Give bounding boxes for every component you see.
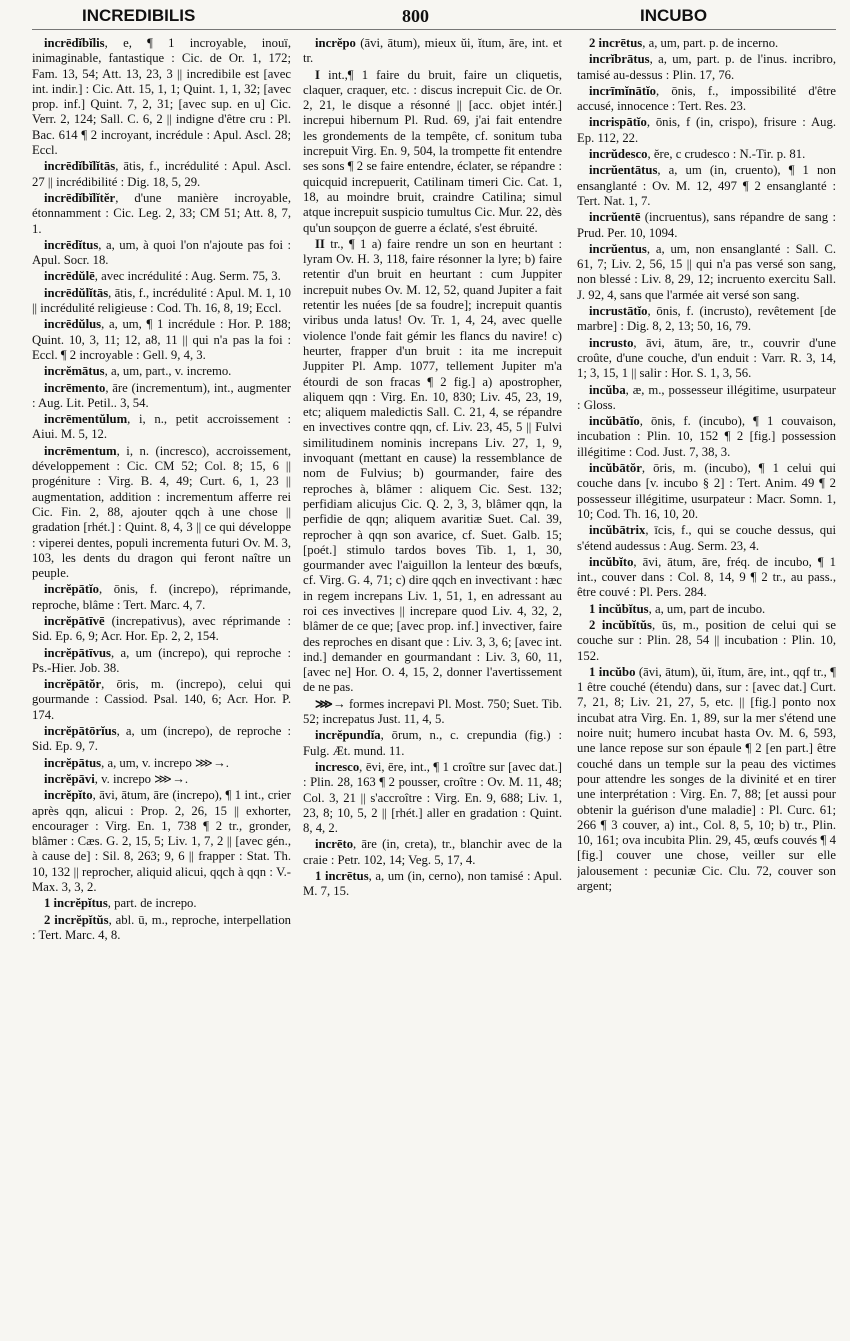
headword: incŭbātrix <box>589 523 646 538</box>
headword: incrŭdesco <box>589 147 648 162</box>
page-header <box>0 0 850 26</box>
headword: incrēmento <box>44 380 106 395</box>
dictionary-entry: ⋙→ formes increpavi Pl. Most. 750; Suet. Tib. 52; increpatus Just. 11, 4, 5. <box>303 696 562 727</box>
headword: incrĕpātōrĭus <box>44 724 117 739</box>
column-middle <box>303 36 562 1336</box>
dictionary-entry: incrēdŭlē, avec incrédulité : Aug. Serm. 75, 3. <box>44 269 281 284</box>
page-number: 800 <box>402 6 429 26</box>
dictionary-entry: incrēdĭtus, a, um, à quoi l'on n'ajoute pas foi : Apul. Socr. 18. <box>32 237 291 268</box>
dictionary-entry: incrispātĭo, ōnis, f (in, crispo), frisure : Aug. Ep. 112, 22. <box>577 115 836 145</box>
headword: 1 incŭbo <box>589 664 636 679</box>
headword: incrĕpātīvē <box>44 613 105 628</box>
headword: incrēdĭbĭlis <box>44 36 105 50</box>
headword: I <box>315 67 320 82</box>
dictionary-entry: incrēdĭbĭlĭtĕr, d'une manière incroyable, étonnamment : Cic. Leg. 2, 33; CM 51; Att. 8, 7, 1. <box>32 190 291 236</box>
dictionary-entry: incrēdĭbĭlis, e, ¶ 1 incroyable, inouï, inimaginable, fantastique : Cic. de Or. 1, 172; Fam. 13, 54; Att. 13, 23, 3 || incredibile est [avec int. indir.] : Cic. Att. 15, 1, 1; Quint. 1, 1, 32; [avec prop. inf.] Quint. 7, 2, 31; [avec sup. en u] Cic. Verr. 2, 124; Sall. C. 6, 2 || indigne d'être cru : Pl. Bac. 614 ¶ 2 incroyant, incrédule : Apul. Ascl. 28; Eccl. <box>32 36 291 158</box>
headword: 2 incrētus <box>589 36 643 50</box>
headword: ⋙→ <box>315 696 346 711</box>
dictionary-entry: incŭbātĭo, ōnis, f. (incubo), ¶ 1 couvaison, incubation : Plin. 10, 152 ¶ 2 [fig.] possession illégitime : Cod. Just. 7, 38, 3. <box>577 414 836 459</box>
headword: incŭbātŏr <box>589 461 642 476</box>
dictionary-entry: incrĕpĭto, āvi, ātum, āre (increpo), ¶ 1 int., crier après qqn, alicui : Prop. 2, 26, 15 || exhorter, encourager : Virg. En. 1, 738 ¶ 2 tr., gronder, blâmer : Cæs. G. 2, 15, 5; Liv. 1, 7, 2 || [avec gén., à cause de] : Sil. 8, 263; 9, 6 || frapper : Stat. Th. 10, 132 || reprocher, aliquid alicui, qqch à qqn : V.-Max. 3, 3, 2. <box>32 788 291 895</box>
headword: incrēdĭtus <box>44 237 99 252</box>
dictionary-entry: incrĕpātus, a, um, v. increpo ⋙→. <box>44 755 229 770</box>
dictionary-entry: incrŭentē (incruentus), sans répandre de sang : Prud. Per. 10, 1094. <box>577 210 836 240</box>
dictionary-entry: 1 incŭbĭtus, a, um, part de incubo. <box>589 601 766 616</box>
headword: 1 incrētus <box>315 869 369 884</box>
dictionary-entry: incresco, ēvi, ēre, int., ¶ 1 croître sur [avec dat.] : Plin. 28, 163 ¶ 2 pousser, croître : Ov. M. 11, 48; Col. 3, 21 || s'accroître : Virg. En. 9, 688; Liv. 1, 23, 8; 10, 5, 2 || [rhét.] aller en gradation : Quint. 8, 4, 2. <box>303 759 562 836</box>
dictionary-entry: incrĕpātĭo, ōnis, f. (increpo), réprimande, reproche, blâme : Tert. Marc. 4, 7. <box>32 582 291 612</box>
dictionary-entry: incrēdŭlĭtās, ātis, f., incrédulité : Apul. M. 1, 10 || incrédulité religieuse : Cod. Th. 16, 8, 19; Eccl. <box>32 285 291 316</box>
dictionary-entry: incrĕpātīvē (increpativus), avec réprimande : Sid. Ep. 6, 9; Acr. Hor. Ep. 2, 2, 154. <box>32 613 291 644</box>
headword: incrŭentus <box>589 241 647 256</box>
headword: 1 incŭbĭtus <box>589 601 649 616</box>
headword: incŭbĭto <box>589 554 634 569</box>
headword: incrĕpo <box>315 36 356 50</box>
headword: incrŭentē <box>589 210 641 225</box>
dictionary-entry: incrĕpo (āvi, ātum), mieux ŭi, ĭtum, āre, int. et tr. <box>303 36 562 66</box>
header-rule <box>32 29 836 30</box>
headword: incrĕpātus <box>44 755 102 770</box>
headword: incrĕpĭto <box>44 788 93 803</box>
headword: incrĕpātŏr <box>44 677 102 692</box>
dictionary-entry: incrĕpundĭa, ōrum, n., c. crepundia (fig.) : Fulg. Æt. mund. 11. <box>303 728 562 758</box>
headword: incrīmĭnātĭo <box>589 83 656 98</box>
headword: incresco <box>315 759 360 774</box>
dictionary-entry: 1 incrētus, a, um (in, cerno), non tamisé : Apul. M. 7, 15. <box>303 869 562 899</box>
dictionary-entry: incrēmentum, i, n. (incresco), accroissement, développement : Cic. CM 52; Col. 8; 15, 6 || progéniture : Virg. B. 4, 49; Curt. 6, 1, 23 || augmentation, addition : incrementum afferre rei Cic. Fin. 2, 88, ajouter qqch à une chose || gradation [rhét.] : Quint. 8, 4, 3 || ce qui développe : viperei dentes, populi incrementa futuri Ov. M. 3, 103, les dents du dragon qui feront naître un peuple. <box>32 443 291 581</box>
headword: incrĭbrātus <box>589 52 650 67</box>
dictionary-entry: incrēdŭlus, a, um, ¶ 1 incrédule : Hor. P. 188; Quint. 10, 3, 11; 12, a8, 11 || qui n'a pas la foi : Eccl. ¶ 2 incroyable : Gell. 9, 4, 3. <box>32 317 291 362</box>
column-left <box>32 36 291 1336</box>
dictionary-entry: 2 incrētus, a, um, part. p. de incerno. <box>589 36 779 50</box>
dictionary-entry: I int.,¶ 1 faire du bruit, faire un cliquetis, claquer, craquer, etc. : discus increpuit Cic. de Or. 2, 21, le disque a résonné || [acc. objet intér.] increpui hibernum Pl. Rud. 69, j'ai fait entendre les grondements de la tempête, cf. sonitum tuba increpuit Virg. En. 9, 504, la trompette fit entendre ses sons ¶ 2 se faire entendre, éclater, se répandre : quicquid increpuerit, Catilinam timeri Cic. Cat. 1, 18, au moindre bruit, craindre Catilina; simul atque increpuit suspicio tumultus Cic. Mur. 22, dès qu'un soupçon de guerre a éclaté, s'est ébruité. <box>303 67 562 235</box>
headword: 2 incrĕpĭtŭs <box>44 912 109 927</box>
headword: 2 incŭbĭtŭs <box>589 617 652 632</box>
headword: incrĕpātīvus <box>44 645 111 660</box>
dictionary-entry: incrĕpātŏr, ōris, m. (increpo), celui qui gourmande : Cassiod. Psal. 140, 6; Acr. Hor. P. 174. <box>32 677 291 722</box>
headword: incrēdŭlus <box>44 317 102 332</box>
dictionary-entry: incŭba, æ, m., possesseur illégitime, usurpateur : Gloss. <box>577 382 836 412</box>
dictionary-entry: incrēto, āre (in, creta), tr., blanchir avec de la craie : Petr. 102, 14; Veg. 5, 17, 4. <box>303 837 562 867</box>
headword: incrĕpāvi <box>44 771 95 786</box>
dictionary-entry: incrŭdesco, ĕre, c crudesco : N.-Tir. p. 81. <box>589 147 806 162</box>
dictionary-entry: incrĭbrātus, a, um, part. p. de l'inus. incribro, tamisé au-dessus : Plin. 17, 76. <box>577 52 836 82</box>
headword: incrispātĭo <box>589 115 647 130</box>
headword: incŭba <box>589 382 626 397</box>
dictionary-entry: incrĕpātīvus, a, um (increpo), qui reproche : Ps.-Hier. Job. 38. <box>32 645 291 675</box>
dictionary-entry: incŭbātrix, īcis, f., qui se couche dessus, qui s'étend audessus : Aug. Serm. 23, 4. <box>577 523 836 553</box>
dictionary-entry: 2 incrĕpĭtŭs, abl. ū, m., reproche, interpellation : Tert. Marc. 4, 8. <box>32 912 291 942</box>
dictionary-entry: 1 incrĕpĭtus, part. de increpo. <box>44 896 197 911</box>
dictionary-entry: incrustātĭo, ōnis, f. (incrusto), revêtement [de marbre] : Dig. 8, 2, 13; 50, 16, 79. <box>577 304 836 334</box>
headword: incrēdŭlĭtās <box>44 285 109 300</box>
headword: incrēmentŭlum <box>44 412 128 427</box>
dictionary-entry: II tr., ¶ 1 a) faire rendre un son en heurtant : lyram Ov. H. 3, 118, faire résonner la lyre; b) faire retentir d'un bruit en heurtant : cum Juppiter increpuit nubes Ov. M. 12, 52, quand Jupiter a fait retentir les nuées [de sa foudre]; increpuit quantis viribus unda latus! Ov. Tr. 1, 4, 24, avec quelle violence l'onde fait gémir les flancs du navire! c) heurter, frapper d'un bruit : ita me increpuit Juppiter Pl. Amp. 1077, tellement Jupiter m'a étourdi de son fracas ¶ 2 fig.] a) apostropher, aliquem qqn : Virg. En. 10, 830; Liv. 45, 23, 19, etc; aliquem maledictis Sall. C. 21, 4, se répandre en invectives contre qqn, cf. Liv. 23, 45, 5 || Fulvi similitudinem nominis increpans Liv. 27, 1, 9, invoquant (mettant en cause) la ressemblance de nom de Fulvius; b) gourmander, faire des reproches à, blâmer : aliquem Cic. Sest. 132; perfidiam alicujus Cic. Q. 2, 3, 3, blâmer qqn, la perfidie de qqn; aliquem avaritiæ Suet. Cal. 39, reprocher à qqn son avarice, cf. Suet. Galb. 15; [poét.] stimulo tardos boves Tib. 1, 1, 30, gourmander avec l'aiguillon la lenteur des bœufs, cf. Virg. G. 4, 71; c) dire qqch en invectivant : hæc in regem increpans Liv. 1, 51, 1, en adressant au roi ces invectives || increpare quod Liv. 4, 32, 2, blâmer de ce que; [avec prop. inf.] invectiver, faire des reproches en disant que : Liv. 3, 3, 6; [avec int. ind.] demander en gourmandant : Liv. 3, 60, 11, [avec ne] Hor. O. 4, 15, 2, donner l'avertissement de ne pas. <box>303 236 562 695</box>
headword: 1 incrĕpĭtus <box>44 896 108 911</box>
headword: incŭbātĭo <box>589 414 640 429</box>
headword: incrustātĭo <box>589 304 648 319</box>
dictionary-entry: incrēmentŭlum, i, n., petit accroissement : Aiui. M. 5, 12. <box>32 412 291 442</box>
dictionary-entry: incrŭentus, a, um, non ensanglanté : Sall. C. 61, 7; Liv. 2, 56, 15 || qui n'a pas versé son sang, non blessé : Liv. 8, 29, 12; incruento exercitu Sall. J. 92, 4, sans que l'armée ait versé son sang. <box>577 241 836 302</box>
dictionary-entry: incŭbātŏr, ōris, m. (incubo), ¶ 1 celui qui couche dans [v. incubo § 2] : Tert. Anim. 49 ¶ 2 possesseur illégitime, usurpateur : Macr. Somn. 1, 10; Cod. Th. 16, 10, 20. <box>577 461 836 521</box>
dictionary-entry: incrĕmātus, a, um, part., v. incremo. <box>44 364 232 379</box>
headword: II <box>315 236 325 251</box>
headword: incrēto <box>315 837 354 852</box>
column-right <box>577 36 836 1336</box>
dictionary-entry: incrēmento, āre (incrementum), int., augmenter : Aug. Lit. Petil.. 3, 54. <box>32 380 291 410</box>
dictionary-entry: incrīmĭnātĭo, ōnis, f., impossibilité d'être accusé, innocence : Tert. Res. 23. <box>577 83 836 114</box>
right-guideword: INCUBO <box>640 6 708 25</box>
dictionary-entry: incrĕpātōrĭus, a, um (increpo), de reproche : Sid. Ep. 9, 7. <box>32 724 291 754</box>
headword: incrĕpundĭa <box>315 728 381 743</box>
headword: incrēdĭbĭlĭtĕr <box>44 190 116 205</box>
dictionary-entry: incrŭentātus, a, um (in, cruento), ¶ 1 non ensanglanté : Ov. M. 12, 497 ¶ 2 ensanglanté : Tert. Nat. 1, 7. <box>577 163 836 208</box>
headword: incrĕpātĭo <box>44 582 99 597</box>
dictionary-entry: 2 incŭbĭtŭs, ūs, m., position de celui qui se couche sur : Plin. 28, 54 || incubation : Plin. 10, 152. <box>577 617 836 663</box>
dictionary-entry: incŭbĭto, āvi, ātum, āre, fréq. de incubo, ¶ 1 int., couver dans : Col. 8, 14, 9 ¶ 2 tr., au pass., être couvé : Pl. Pers. 284. <box>577 554 836 600</box>
headword: incrusto <box>589 335 634 350</box>
dictionary-entry: incrĕpāvi, v. increpo ⋙→. <box>44 771 189 786</box>
headword: incrēdĭbĭlĭtās <box>44 159 116 174</box>
left-guideword: INCREDIBILIS <box>82 6 196 25</box>
headword: incrēmentum <box>44 443 117 458</box>
headword: incrĕmātus <box>44 364 105 379</box>
headword: incrŭentātus <box>589 163 658 178</box>
dictionary-entry: 1 incŭbo (āvi, ātum), ŭi, ĭtum, āre, int., qqf tr., ¶ 1 être couché (étendu) dans, sur : [avec dat.] Curt. 7, 21, 8; Liv. 21, 27, 5, etc. || [fig.] ponto nox incubat atra Virg. En. 1, 89, sur la mer s'étend une noire nuit; humero incubat hasta Ov. M. 6, 593, une lance repose sur son épaule ¶ 2 [en part.] être couché dans un temple sur la peau des victimes pour attendre les songes de la divinité et en tirer une interprétation : Virg. En. 7, 88; [et aussi pour obtenir la guérison d'une maladie] : Pl. Curc. 61; 266 ¶ 3 couver, a) int., Col. 8, 5, 10; b) tr., Plin. 10, 161; ova incubita Plin. 29, 45, œufs couvés ¶ 4 [fig.] couver une chose, veiller sur elle jalousement : pecuniæ Cic. Clu. 72, couver son argent; <box>577 664 836 894</box>
dictionary-entry: incrusto, āvi, ātum, āre, tr., couvrir d'une croûte, d'une couche, d'un enduit : Varr. R. 3, 14, 1; 3, 15, 1 || salir : Hor. S. 1, 3, 56. <box>577 335 836 381</box>
headword: incrēdŭlē <box>44 269 95 284</box>
dictionary-entry: incrēdĭbĭlĭtās, ātis, f., incrédulité : Apul. Ascl. 27 || incrédibilité : Dig. 18, 5, 29. <box>32 159 291 189</box>
